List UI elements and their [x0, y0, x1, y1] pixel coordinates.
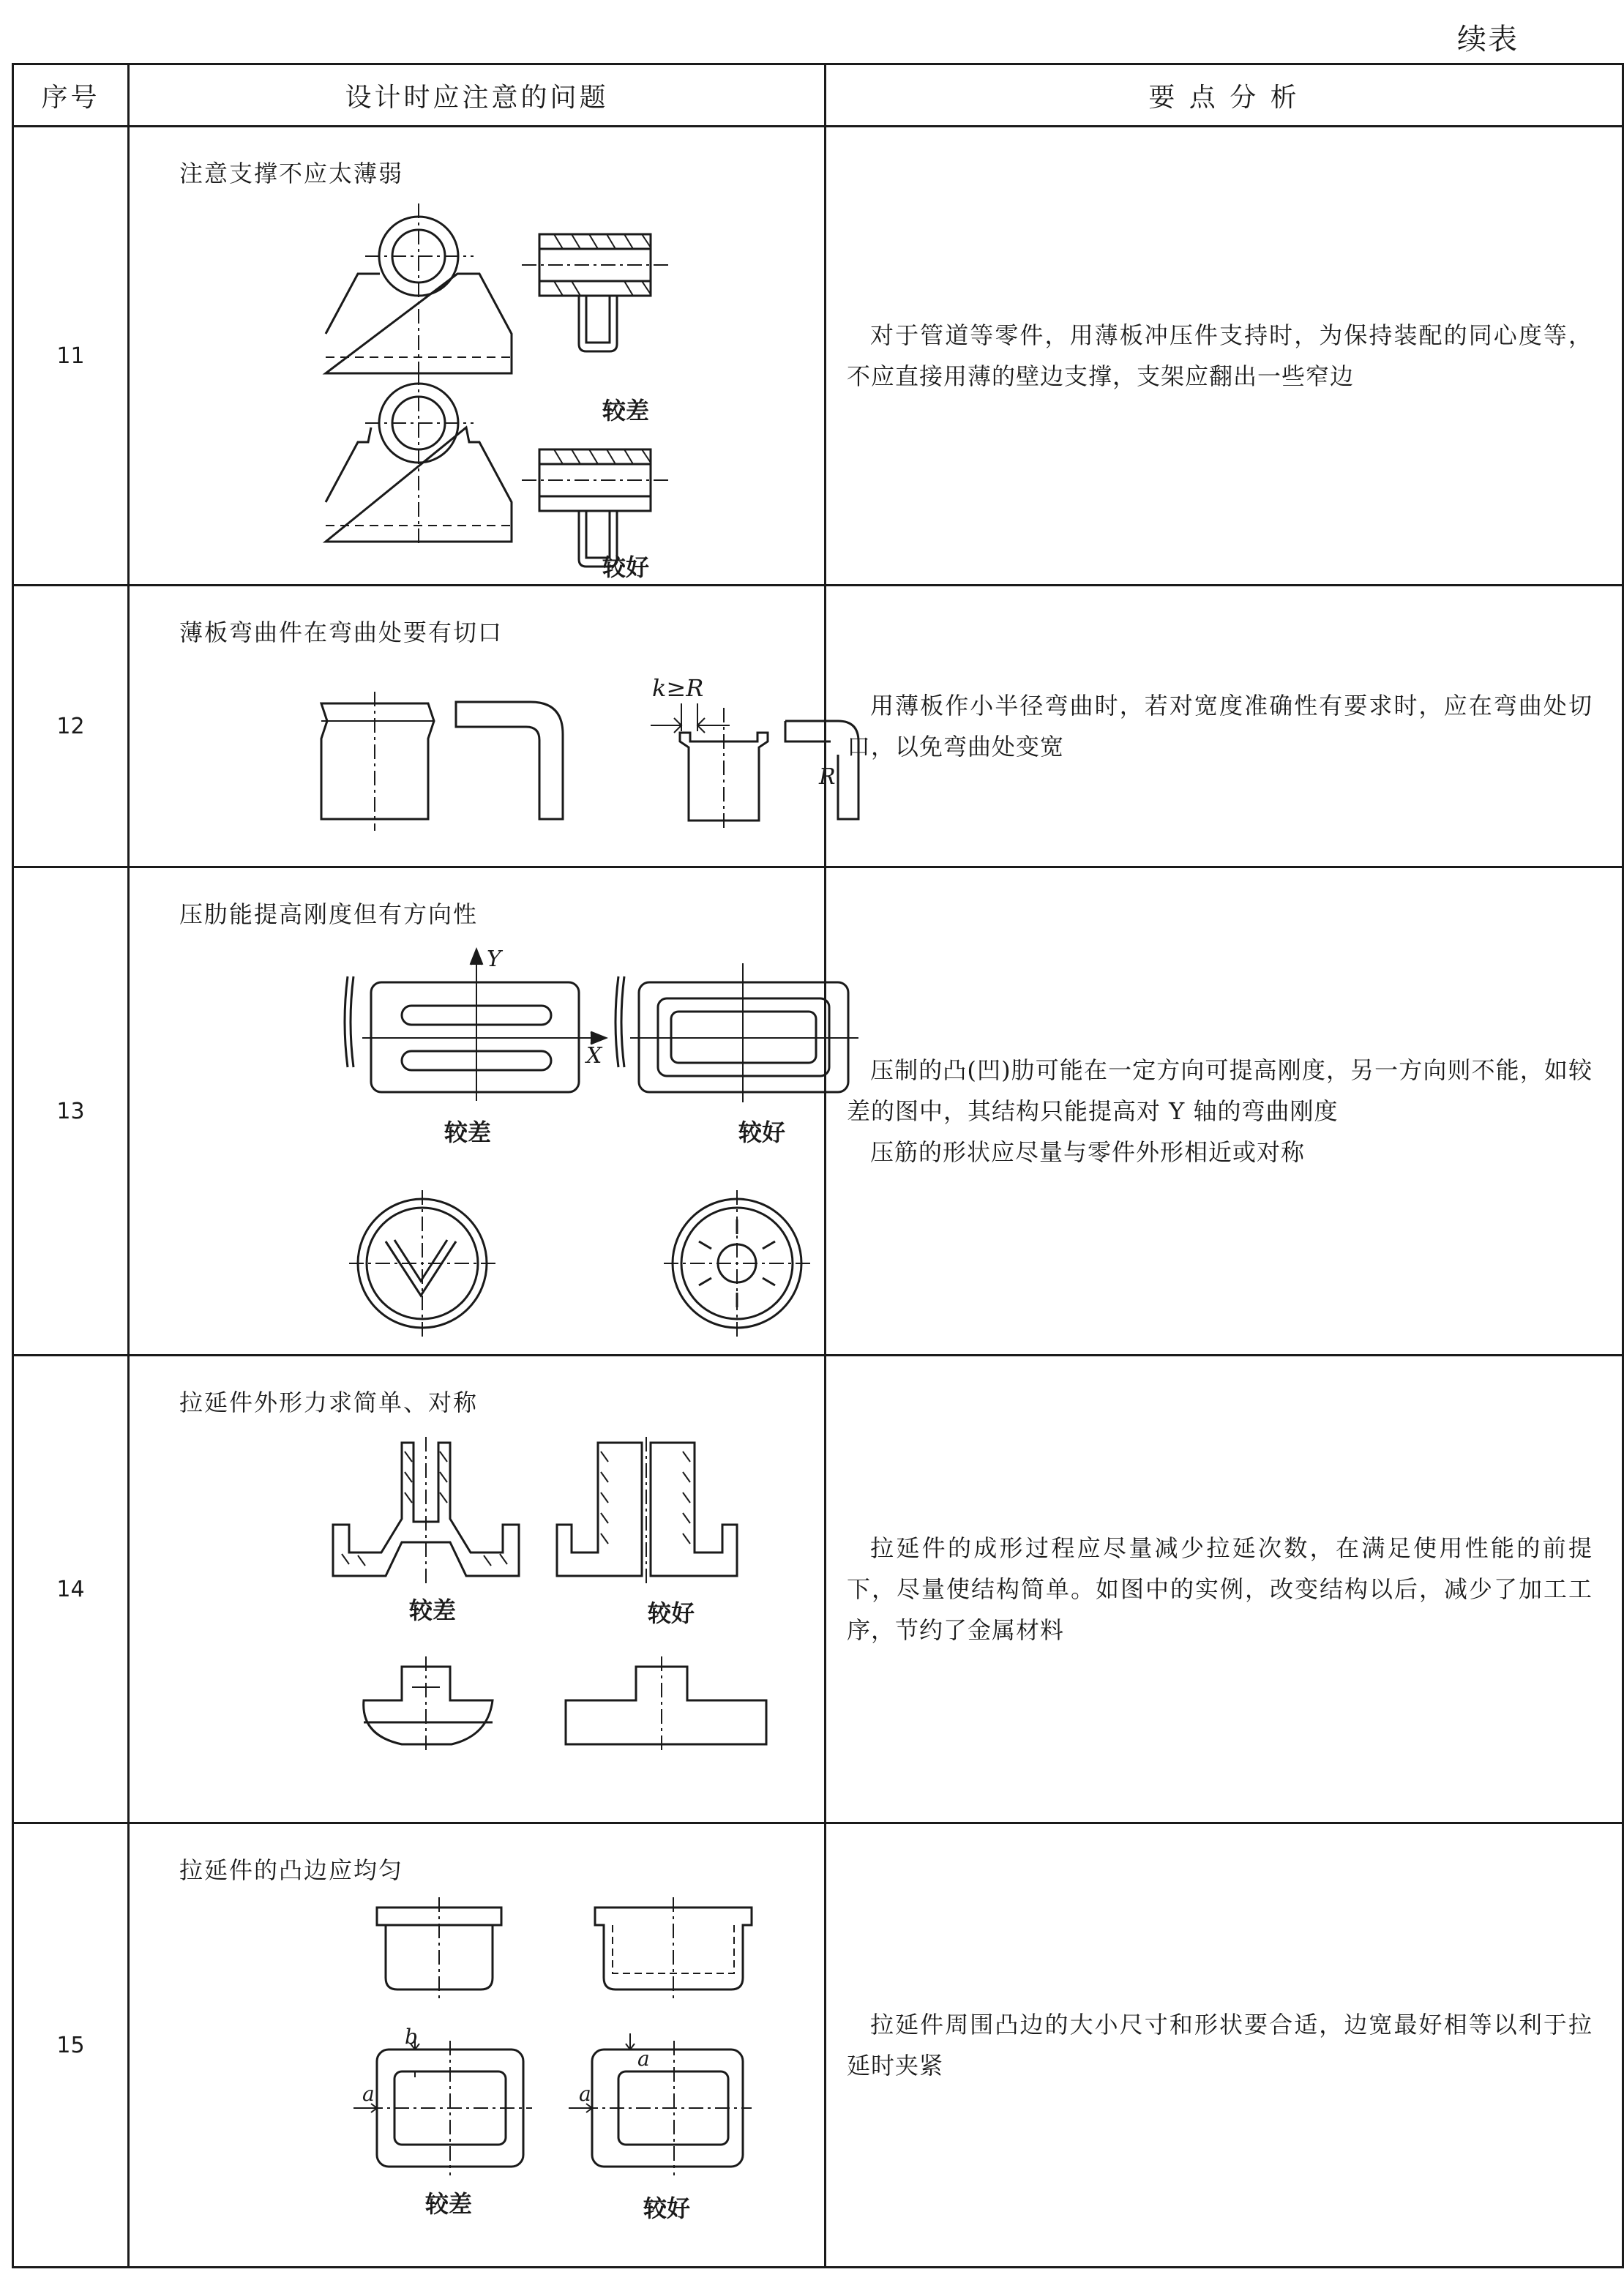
- label-good: 较好: [602, 553, 650, 581]
- header-issue: 设计时应注意的问题: [129, 64, 826, 127]
- issue-cell: [129, 586, 836, 867]
- issue-title: 压肋能提高刚度但有方向性: [179, 900, 479, 928]
- header-number: 序号: [13, 64, 129, 127]
- issue-title: 拉延件外形力求简单、对称: [179, 1389, 479, 1416]
- good-rib-plate-drawing: [615, 963, 858, 1102]
- issue-cell: [129, 1823, 826, 2268]
- analysis-cell: [826, 1823, 1623, 2268]
- row-number: 13: [13, 867, 129, 1356]
- flange-width-diagram: [130, 1824, 826, 2265]
- issue-title: 薄板弯曲件在弯曲处要有切口: [179, 619, 504, 646]
- rib-diagram: [130, 868, 826, 1353]
- table-row: [13, 127, 1623, 586]
- table-header-row: [13, 64, 1623, 127]
- row-number: 12: [13, 586, 129, 867]
- header-analysis: 要 点 分 析: [826, 64, 1623, 127]
- support-diagram: [130, 127, 826, 583]
- analysis-cell: [826, 867, 1623, 1356]
- issue-title: 注意支撑不应太薄弱: [179, 160, 404, 187]
- label-good: 较好: [648, 1599, 695, 1627]
- analysis-cell: [826, 1356, 1623, 1823]
- analysis-cell: [826, 127, 1623, 586]
- good-drawn-part-outline: [566, 1656, 766, 1752]
- analysis-cell: [826, 586, 1623, 867]
- issue-cell: [129, 1356, 826, 1823]
- table-row: [13, 586, 1623, 867]
- label-poor: 较差: [409, 1596, 457, 1624]
- table-row: [13, 1823, 1623, 2268]
- dim-a-poor: a: [362, 2082, 375, 2106]
- design-table: [12, 63, 1624, 2268]
- label-poor: 较差: [602, 397, 650, 425]
- poor-bracket-drawing: [326, 203, 512, 379]
- issue-title: 拉延件的凸边应均匀: [179, 1856, 404, 1884]
- good-bracket-drawing: [326, 370, 512, 548]
- poor-rib-disc-drawing: [349, 1190, 495, 1337]
- no-relief-part-drawing: [321, 692, 434, 831]
- analysis-text: 压制的凸(凹)肋可能在一定方向可提高刚度，另一方向则不能，如较差的图中，其结构只能提高对 Y 轴的弯曲刚度: [847, 1056, 1593, 1125]
- table-row: [13, 867, 1623, 1356]
- bend-relief-diagram: [130, 586, 836, 864]
- label-good: 较好: [738, 1118, 786, 1146]
- row-number: 14: [13, 1356, 129, 1823]
- label-good: 较好: [643, 2194, 691, 2222]
- axis-y-label: Y: [487, 946, 501, 972]
- dim-b-poor: b: [405, 2025, 418, 2049]
- poor-flange-front: [377, 1897, 501, 2000]
- drawn-part-shape-diagram: [130, 1356, 826, 1820]
- poor-drawn-part-section: [333, 1437, 519, 1583]
- poor-drawn-part-outline: [364, 1656, 493, 1752]
- poor-flange-top: [353, 2033, 532, 2175]
- analysis-text: 压筋的形状应尽量与零件外形相近或对称: [870, 1138, 1306, 1166]
- issue-cell: [129, 127, 826, 586]
- axis-x-label: X: [586, 1043, 602, 1069]
- dim-r-label: R: [819, 764, 836, 790]
- dim-a-good-top: a: [637, 2047, 650, 2071]
- row-number: 11: [13, 127, 129, 586]
- poor-section-drawing: [522, 234, 670, 351]
- relief-part-drawing: [651, 703, 768, 831]
- issue-cell: [129, 867, 826, 1356]
- good-flange-front: [595, 1897, 752, 2000]
- good-flange-top: [569, 2033, 752, 2175]
- good-rib-disc-drawing: [664, 1190, 810, 1337]
- analysis-text: 拉延件周围凸边的大小尺寸和形状要合适，边宽最好相等以利于拉延时夹紧: [847, 2011, 1593, 2080]
- no-relief-bend-drawing: [456, 702, 563, 819]
- analysis-text: 用薄板作小半径弯曲时，若对宽度准确性有要求时，应在弯曲处切口，以免弯曲处变宽: [847, 692, 1593, 761]
- label-poor: 较差: [444, 1118, 492, 1146]
- dim-k-label: k≥R: [652, 674, 704, 702]
- good-drawn-part-section: [557, 1437, 737, 1583]
- analysis-text: 对于管道等零件，用薄板冲压件支持时，为保持装配的同心度等，不应直接用薄的壁边支撑，支架应翻出一些窄边: [847, 321, 1593, 390]
- good-section-drawing: [522, 449, 670, 567]
- poor-rib-plate-drawing: [345, 950, 605, 1101]
- label-poor: 较差: [425, 2190, 473, 2218]
- row-number: 15: [13, 1823, 129, 2268]
- table-row: [13, 1356, 1623, 1823]
- analysis-text: 拉延件的成形过程应尽量减少拉延次数，在满足使用性能的前提下，尽量使结构简单。如图中的实例，改变结构以后，减少了加工工序，节约了金属材料: [847, 1534, 1593, 1644]
- continued-label: 续表: [1457, 23, 1519, 56]
- dim-a-good-left: a: [579, 2082, 591, 2106]
